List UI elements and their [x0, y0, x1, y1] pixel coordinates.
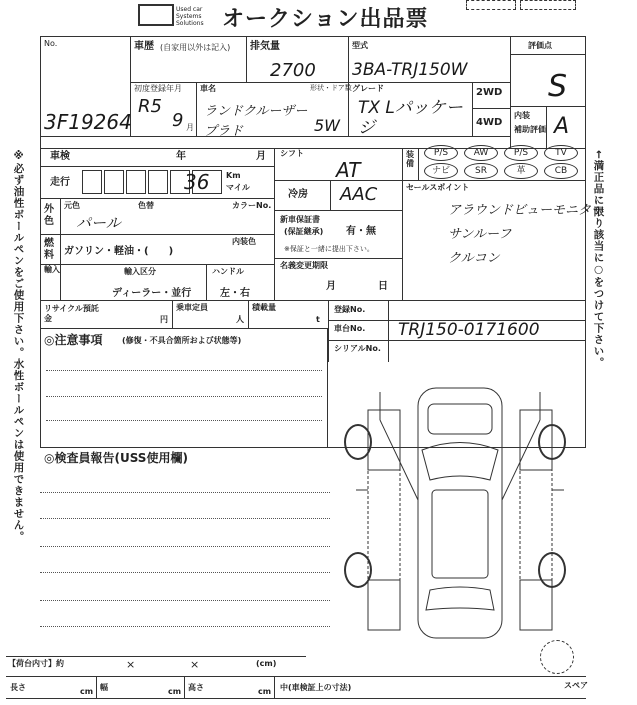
mileage-box-1	[82, 170, 102, 194]
header-stamp-box-1	[466, 0, 516, 10]
ac-value: AAC	[340, 184, 378, 205]
mileage-label: 走行	[50, 177, 70, 188]
height-unit: cm	[258, 687, 272, 696]
mileage-box-2	[104, 170, 124, 194]
displacement-value: 2700	[270, 60, 316, 81]
import-label: 輸入	[44, 265, 60, 274]
name-change-month: 月	[326, 281, 336, 292]
warranty-value: 有・無	[346, 226, 376, 237]
mileage-box-3	[126, 170, 146, 194]
interior-label: 内装	[514, 111, 530, 120]
inspection-year-label: 年	[176, 151, 186, 162]
equip-item-7: 革	[504, 163, 538, 179]
vehicle-class-note: (自家用以外は記入)	[160, 43, 231, 52]
equip-item-6: SR	[464, 163, 498, 179]
load-unit: t	[316, 315, 320, 324]
cargo-times-2: ×	[190, 658, 200, 671]
no-label: No.	[44, 39, 58, 48]
equip-item-3: P/S	[504, 145, 538, 161]
handle-value: 左・右	[220, 288, 250, 299]
vehicle-diagram	[340, 380, 580, 650]
grade-label: グレード	[352, 84, 384, 93]
caution-sub: (修復・不具合箇所および状態等)	[122, 336, 242, 345]
warranty-note: ※保証と一緒に提出下さい。	[284, 245, 374, 253]
serial-no-label: シリアルNo.	[334, 344, 381, 353]
doors-value: 5W	[314, 116, 340, 135]
mile-unit: マイル	[226, 183, 250, 192]
capacity-label: 乗車定員	[176, 303, 208, 312]
recycle-unit: 円	[160, 315, 168, 324]
first-reg-month-unit: 月	[186, 123, 194, 132]
header-logo	[138, 4, 174, 26]
chassis-no-value: TRJ150-0171600	[398, 320, 540, 340]
equip-item-5: ナビ	[424, 163, 458, 179]
color-no-label: カラーNo.	[232, 201, 272, 210]
equip-item-2: AW	[464, 145, 498, 161]
car-name-label: 車名	[200, 84, 216, 93]
name-change-day: 日	[378, 281, 388, 292]
cargo-label: 【荷台内寸】約	[8, 659, 64, 668]
sales-point-1: アラウンドビューモニター	[448, 203, 605, 218]
import-type-label: 輸入区分	[124, 267, 156, 276]
width-unit: cm	[168, 687, 182, 696]
doors-label: 形状・ドア数	[310, 84, 352, 92]
inspection-month-label: 月	[256, 151, 266, 162]
sales-point-2: サンルーフ	[448, 227, 512, 242]
first-reg-year: R5	[138, 96, 162, 117]
header-stamp-box-2	[520, 0, 576, 10]
interior-value: A	[554, 114, 570, 139]
inner-dim-note: 中(車検証上の寸法)	[280, 683, 352, 692]
length-label: 長さ	[10, 683, 26, 692]
spare-tire	[540, 640, 574, 674]
fuel-value: ガソリン・軽油・( )	[64, 246, 174, 257]
interior-sub: 補助評価	[514, 125, 546, 134]
grade-value: TX Lパッケージ	[358, 98, 463, 138]
original-color-label: 元色	[64, 201, 80, 210]
wheel-rear-right	[538, 552, 566, 588]
wheel-front-left	[344, 424, 372, 460]
width-label: 幅	[100, 683, 108, 692]
score-value: S	[548, 69, 568, 104]
car-name-value: ランドクルーザー プラド	[204, 104, 308, 139]
page-title: オークション出品票	[222, 7, 429, 32]
load-label: 積載量	[252, 303, 276, 312]
mileage-value: 36	[184, 170, 210, 194]
ac-label: 冷房	[288, 189, 308, 200]
model-label: 型式	[352, 41, 368, 50]
equip-item-1: P/S	[424, 145, 458, 161]
header-logo-text: Used car Systems Solutions	[176, 6, 204, 27]
recycle-label: リサイクル預託金	[44, 304, 99, 323]
fuel-label: 燃料	[44, 238, 54, 261]
score-label: 評価点	[528, 41, 552, 50]
equip-item-8: CB	[544, 163, 578, 179]
color-value: パール	[76, 214, 121, 232]
displacement-label: 排気量	[250, 41, 280, 52]
spare-label: スペア	[564, 681, 588, 690]
side-note-left: ※必ず油性ボールペンをご使用下さい。水性ボールペンは使用できません。	[12, 150, 25, 543]
color-change-label: 色替	[138, 201, 154, 210]
equip-label: 装備	[406, 150, 414, 168]
shift-label: シフト	[280, 149, 304, 158]
height-label: 高さ	[188, 683, 204, 692]
sales-point-3: クルコン	[448, 251, 500, 266]
mileage-box-4	[148, 170, 168, 194]
new-car-warranty-label: 新車保証書	[280, 215, 320, 224]
side-note-right: ←満正品に限り該当に○をつけて下さい。	[592, 150, 605, 369]
caution-title: ◎注意事項	[44, 333, 103, 347]
import-type-value: ディーラー・並行	[112, 288, 192, 299]
wheel-front-right	[538, 424, 566, 460]
outer-color-label: 外色	[44, 204, 54, 227]
stock-no-value: 3F19264	[44, 110, 132, 134]
first-reg-label: 初度登録年月	[134, 84, 182, 93]
drive-4wd: 4WD	[476, 117, 503, 128]
chassis-no-label: 車台No.	[334, 324, 366, 333]
equip-item-4: TV	[544, 145, 578, 161]
model-value: 3BA-TRJ150W	[352, 60, 468, 80]
cargo-times-1: ×	[126, 658, 136, 671]
inspector-title: ◎検査員報告(USS使用欄)	[44, 451, 188, 465]
first-reg-month: 9	[172, 110, 184, 131]
handle-label: ハンドル	[212, 267, 244, 276]
shift-value: AT	[336, 158, 361, 182]
length-unit: cm	[80, 687, 94, 696]
name-change-label: 名義変更期限	[280, 261, 328, 270]
new-car-warranty-sub: (保証継承)	[284, 227, 324, 236]
vehicle-class-label: 車歴	[134, 41, 154, 52]
km-unit: Km	[226, 171, 241, 180]
inspection-label: 車検	[50, 151, 70, 162]
reg-no-label: 登録No.	[334, 305, 366, 314]
cargo-cm: (cm)	[256, 659, 277, 668]
capacity-unit: 人	[236, 315, 244, 324]
wheel-rear-left	[344, 552, 372, 588]
drive-2wd: 2WD	[476, 87, 503, 98]
inner-color-label: 内装色	[232, 237, 256, 246]
sales-points-label: セールスポイント	[406, 183, 470, 192]
